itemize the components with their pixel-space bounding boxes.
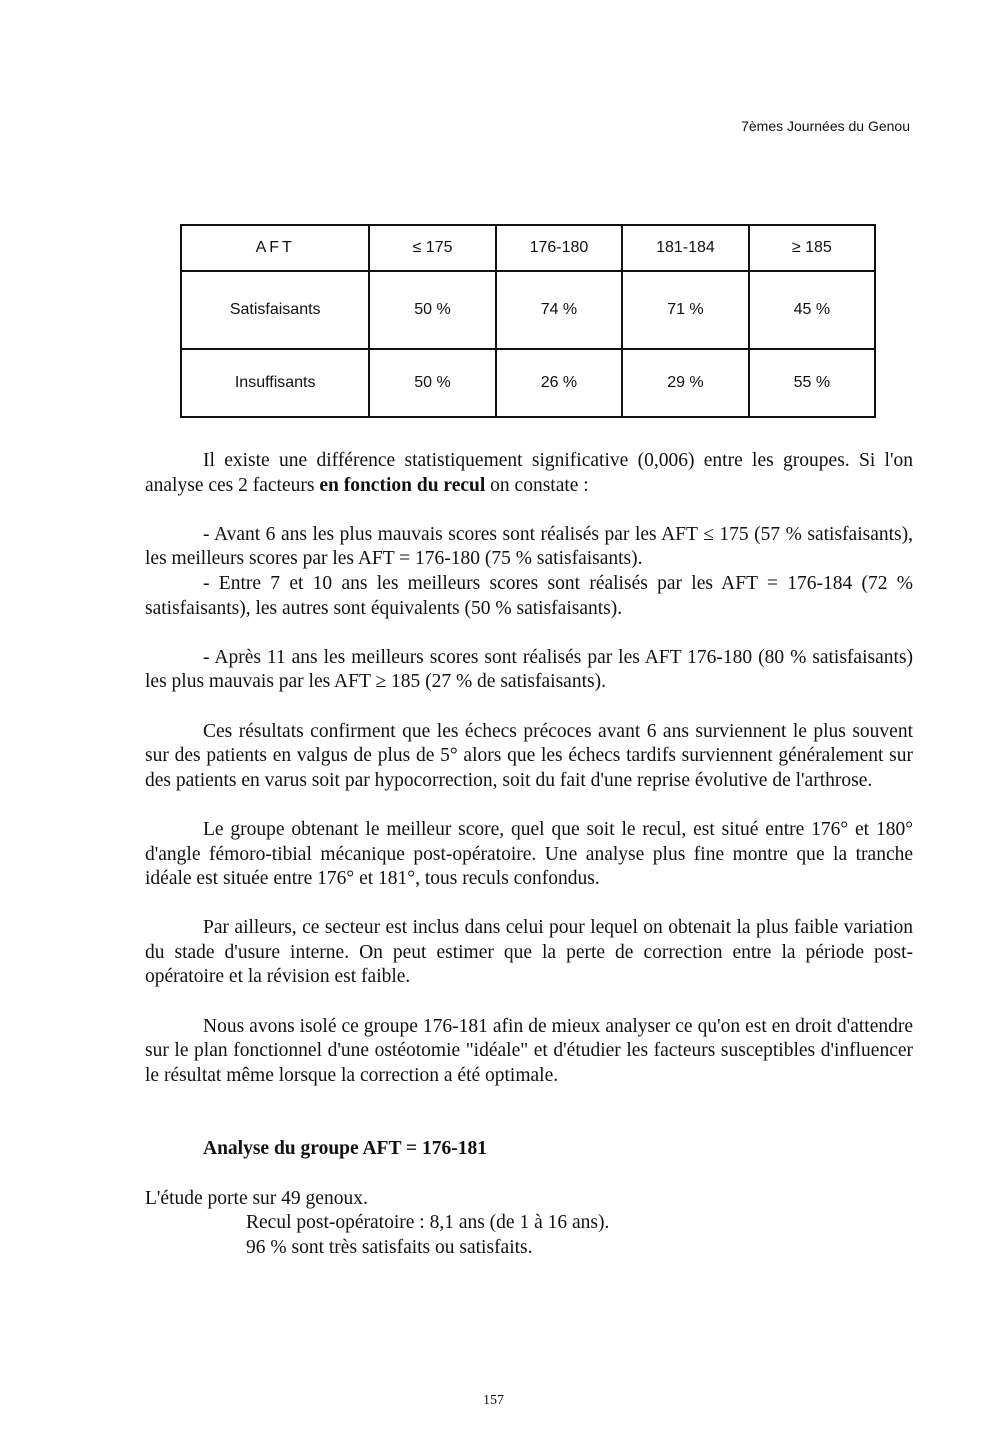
paragraph: Ces résultats confirment que les échecs précoces avant 6 ans surviennent le plus souvent sur des patients en valgus de plus de 5° alors que les échecs tardifs surviennent généralement sur des patients en varus soit par hypocorrection, soit du fait d'une reprise évolutive de l'arthrose. bbox=[145, 720, 913, 791]
table-row bbox=[181, 271, 875, 349]
body-text bbox=[145, 449, 913, 1260]
paragraph-text: on constate : bbox=[485, 474, 589, 496]
table-cell: 71 % bbox=[622, 271, 749, 349]
bold-phrase: en fonction du recul bbox=[319, 474, 486, 496]
table-cell: 50 % bbox=[369, 271, 495, 349]
paragraph bbox=[145, 449, 913, 498]
table-row-label: Satisfaisants bbox=[181, 271, 369, 349]
table-cell: 50 % bbox=[369, 349, 495, 417]
paragraph: Nous avons isolé ce groupe 176-181 afin de mieux analyser ce qu'on est en droit d'attendre sur le plan fonctionnel d'une ostéotomie "idéale" et d'étudier les facteurs susceptibles d'influencer le résultat même lorsque la correction a été optimale. bbox=[145, 1015, 913, 1086]
paragraph: - Avant 6 ans les plus mauvais scores sont réalisés par les AFT ≤ 175 (57 % satisfaisants), les meilleurs scores par les AFT = 176-180 (75 % satisfaisants). bbox=[145, 523, 913, 570]
section-heading: Analyse du groupe AFT = 176-181 bbox=[203, 1138, 487, 1160]
table-header-row bbox=[181, 225, 875, 271]
table-header-cell: ≤ 175 bbox=[369, 225, 495, 271]
paragraph: Par ailleurs, ce secteur est inclus dans celui pour lequel on obtenait la plus faible variation du stade d'usure interne. On peut estimer que la perte de correction entre la période post-opératoire et la révision est faible. bbox=[145, 917, 913, 988]
page-number: 157 bbox=[483, 1393, 504, 1408]
paragraph-text: Il existe une différence statistiquement significative (0,006) entre les groupes. Si l'on analyse ces 2 facteurs bbox=[145, 450, 913, 496]
table-cell: 29 % bbox=[622, 349, 749, 417]
table-header-cell: ≥ 185 bbox=[749, 225, 875, 271]
table-header-cell: AFT bbox=[181, 225, 369, 271]
results-table bbox=[180, 224, 876, 418]
table-cell: 45 % bbox=[749, 271, 875, 349]
table-cell: 55 % bbox=[749, 349, 875, 417]
table-header-cell: 181-184 bbox=[622, 225, 749, 271]
paragraph: Le groupe obtenant le meilleur score, quel que soit le recul, est situé entre 176° et 180° d'angle fémoro-tibial mécanique post-opératoire. Une analyse plus fine montre que la tranche idéale est située entre 176° et 181°, tous reculs confondus. bbox=[145, 818, 913, 890]
satisfaction-line: 96 % sont très satisfaits ou satisfaits. bbox=[246, 1236, 533, 1258]
paragraph: - Entre 7 et 10 ans les meilleurs scores sont réalisés par les AFT = 176-184 (72 % satisfaisants), les autres sont équivalents (50 % satisfaisants). bbox=[145, 572, 913, 619]
running-header: 7èmes Journées du Genou bbox=[741, 118, 910, 134]
table-header-cell: 176-180 bbox=[496, 225, 623, 271]
recul-line: Recul post-opératoire : 8,1 ans (de 1 à 16 ans). bbox=[246, 1212, 610, 1234]
paragraph: - Après 11 ans les meilleurs scores sont réalisés par les AFT 176-180 (80 % satisfaisants) les plus mauvais par les AFT ≥ 185 (27 % de satisfaisants). bbox=[145, 646, 913, 693]
table-row-label: Insuffisants bbox=[181, 349, 369, 417]
table-row bbox=[181, 349, 875, 417]
table-cell: 26 % bbox=[496, 349, 623, 417]
table-cell: 74 % bbox=[496, 271, 623, 349]
study-line: L'étude porte sur 49 genoux. bbox=[145, 1187, 368, 1209]
